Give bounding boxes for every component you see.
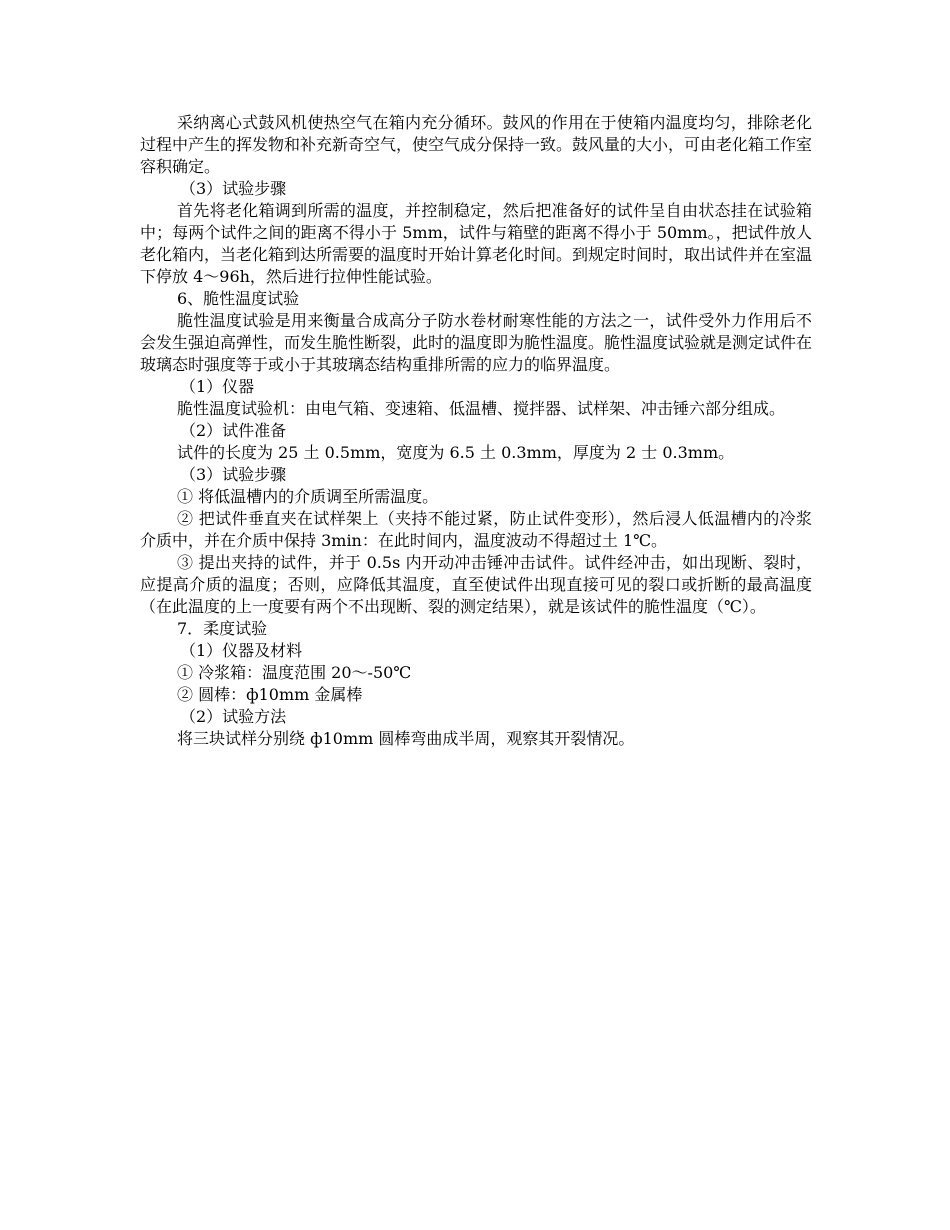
step-3-impact-specimen: ③ 提出夹持的试件，并于 0.5s 内开动冲击锤冲击试件。试件经冲击，如出现断、裂时，应提高介质的温度；否则，应降低其温度，直至使试件出现直接可见的裂口或折断的最高温度（在此温度的上一度要有两个不出现断、裂的测定结果），就是该试件的脆性温度（℃）。 [140, 553, 812, 616]
subheading-test-steps-brittle: （3）试验步骤 [180, 465, 287, 484]
paragraph-test-method: 将三块试样分别绕 ф10mm 圆棒弯曲成半周，观察其开裂情况。 [177, 729, 635, 748]
paragraph-blower: 采纳离心式鼓风机使热空气在箱内充分循环。鼓风的作用在于使箱内温度均匀，排除老化过程中产生的挥发物和补充新奇空气，使空气成分保持一致。鼓风量的大小，可由老化箱工作室容积确定。 [140, 113, 813, 176]
paragraph-brittle-definition: 脆性温度试验是用来衡量合成高分子防水卷材耐寒性能的方法之一，试件受外力作用后不会发生强迫高弹性，而发生脆性断裂，此时的温度即为脆性温度。脆性温度试验就是测定试件在玻璃态时强度等于或小于其玻璃态结构重排所需的应力的临界温度。 [140, 311, 813, 374]
document-page [140, 112, 812, 750]
heading-flexibility-test: 7．柔度试验 [177, 619, 268, 638]
paragraph-specimen-dimensions: 试件的长度为 25 土 0.5mm，宽度为 6.5 土 0.3mm，厚度为 2 士 0.3mm。 [177, 443, 735, 462]
item-cold-bath-box: ① 冷浆箱：温度范围 20～-50℃ [177, 663, 412, 682]
subheading-test-method: （2）试验方法 [180, 707, 287, 726]
paragraph-aging-procedure: 首先将老化箱调到所需的温度，并控制稳定，然后把准备好的试件呈自由状态挂在试验箱中；每两个试件之间的距离不得小于 5mm，试件与箱壁的距离不得小于 50mm。，把试件放人老化箱内，当老化箱到达所需要的温度时开始计算老化时间。到规定时间时，取出试件并在室温下停放 4～96h，然后进行拉伸性能试验。 [140, 201, 813, 286]
step-2-clamp-specimen: ② 把试件垂直夹在试样架上（夹持不能过紧，防止试件变形），然后浸人低温槽内的冷浆介质中，并在介质中保持 3min：在此时间内，温度波动不得超过土 1℃。 [140, 509, 812, 550]
subheading-specimen-preparation: （2）试件准备 [180, 421, 287, 440]
subheading-instrument: （1）仪器 [180, 377, 255, 396]
item-round-rod: ② 圆棒：ф10mm 金属棒 [177, 685, 363, 704]
step-1-adjust-medium: ① 将低温槽内的介质调至所需温度。 [177, 487, 439, 506]
subheading-instruments-materials: （1）仪器及材料 [180, 641, 303, 660]
subheading-test-steps-aging: （3）试验步骤 [180, 179, 287, 198]
paragraph-instrument: 脆性温度试验机：由电气箱、变速箱、低温槽、搅拌器、试样架、冲击锤六部分组成。 [177, 399, 786, 418]
heading-brittle-temperature-test: 6、脆性温度试验 [177, 289, 300, 308]
